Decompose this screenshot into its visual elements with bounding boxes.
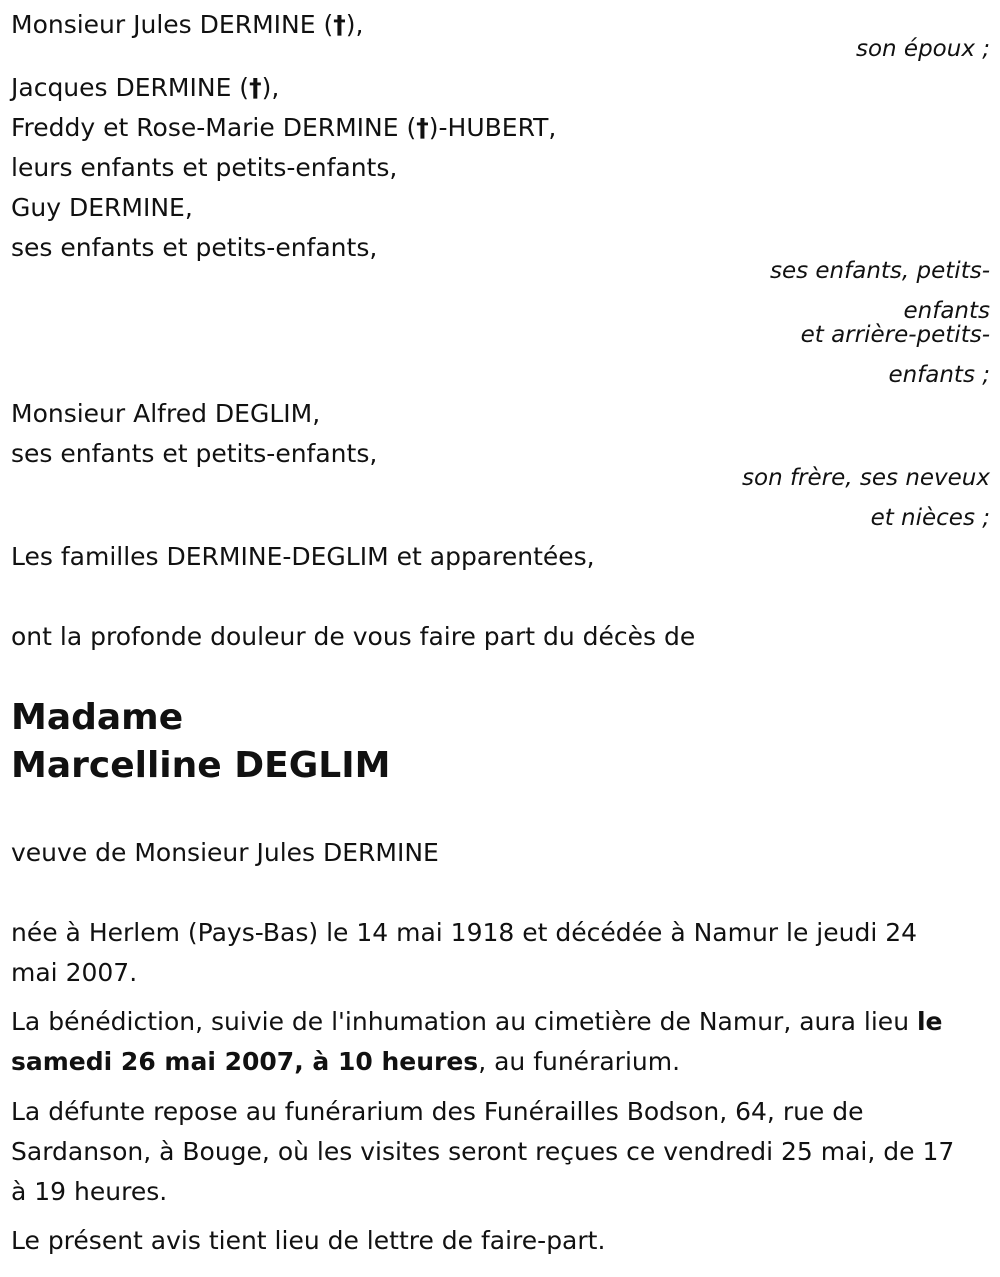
child-line-2 [11, 108, 556, 148]
children-role-1: ses enfants, petits-enfants [769, 258, 990, 324]
families-line: Les familles DERMINE-DEGLIM et apparentées, [11, 542, 595, 571]
widow-line: veuve de Monsieur Jules DERMINE [11, 838, 439, 867]
cross-icon: † [416, 113, 429, 142]
child-suffix-2: )-HUBERT, [428, 113, 557, 142]
closing-paragraph: Le présent avis tient lieu de lettre de faire-part. [11, 1226, 606, 1255]
children-role-2: et arrière-petits-enfants ; [800, 322, 990, 388]
child-name-2: Freddy et Rose-Marie DERMINE ( [11, 113, 417, 142]
intro-line: ont la profonde douleur de vous faire part du décès de [11, 622, 696, 651]
ceremony-date: le samedi 26 mai 2007, à 10 heures [11, 1007, 943, 1076]
deceased-name-block [11, 694, 390, 790]
spouse-line [11, 5, 363, 45]
ceremony-text: La bénédiction, suivie de l'inhumation au cimetière de Namur, aura lieu [11, 1007, 917, 1036]
child-line-1 [11, 68, 279, 108]
spouse-name: Monsieur Jules DERMINE ( [11, 10, 334, 39]
rest-paragraph: La défunte repose au funérarium des Funérailles Bodson, 64, rue de Sardanson, à Bouge, où les visites seront reçues ce vendredi 25 mai, de 17 à 19 heures. [11, 1097, 955, 1206]
child-line-4: Guy DERMINE, [11, 193, 193, 222]
ceremony-place: , au funérarium. [478, 1047, 681, 1076]
birth-death-paragraph: née à Herlem (Pays-Bas) le 14 mai 1918 et décédée à Namur le jeudi 24 mai 2007. [11, 918, 918, 987]
child-line-3: leurs enfants et petits-enfants, [11, 153, 398, 182]
deceased-name: Marcelline DEGLIM [11, 745, 391, 786]
brother-line-1: Monsieur Alfred DEGLIM, [11, 399, 321, 428]
cross-icon: † [249, 73, 262, 102]
brother-role: son frère, ses neveux et nièces ; [742, 465, 990, 531]
child-line-5: ses enfants et petits-enfants, [11, 233, 378, 262]
spouse-suffix: ), [345, 10, 364, 39]
ceremony-paragraph [11, 1002, 971, 1082]
spouse-role: son époux ; [855, 36, 990, 62]
child-suffix-1: ), [261, 73, 280, 102]
child-name-1: Jacques DERMINE ( [11, 73, 250, 102]
cross-icon: † [333, 10, 346, 39]
deceased-title: Madame [11, 697, 184, 738]
brother-line-2: ses enfants et petits-enfants, [11, 439, 378, 468]
